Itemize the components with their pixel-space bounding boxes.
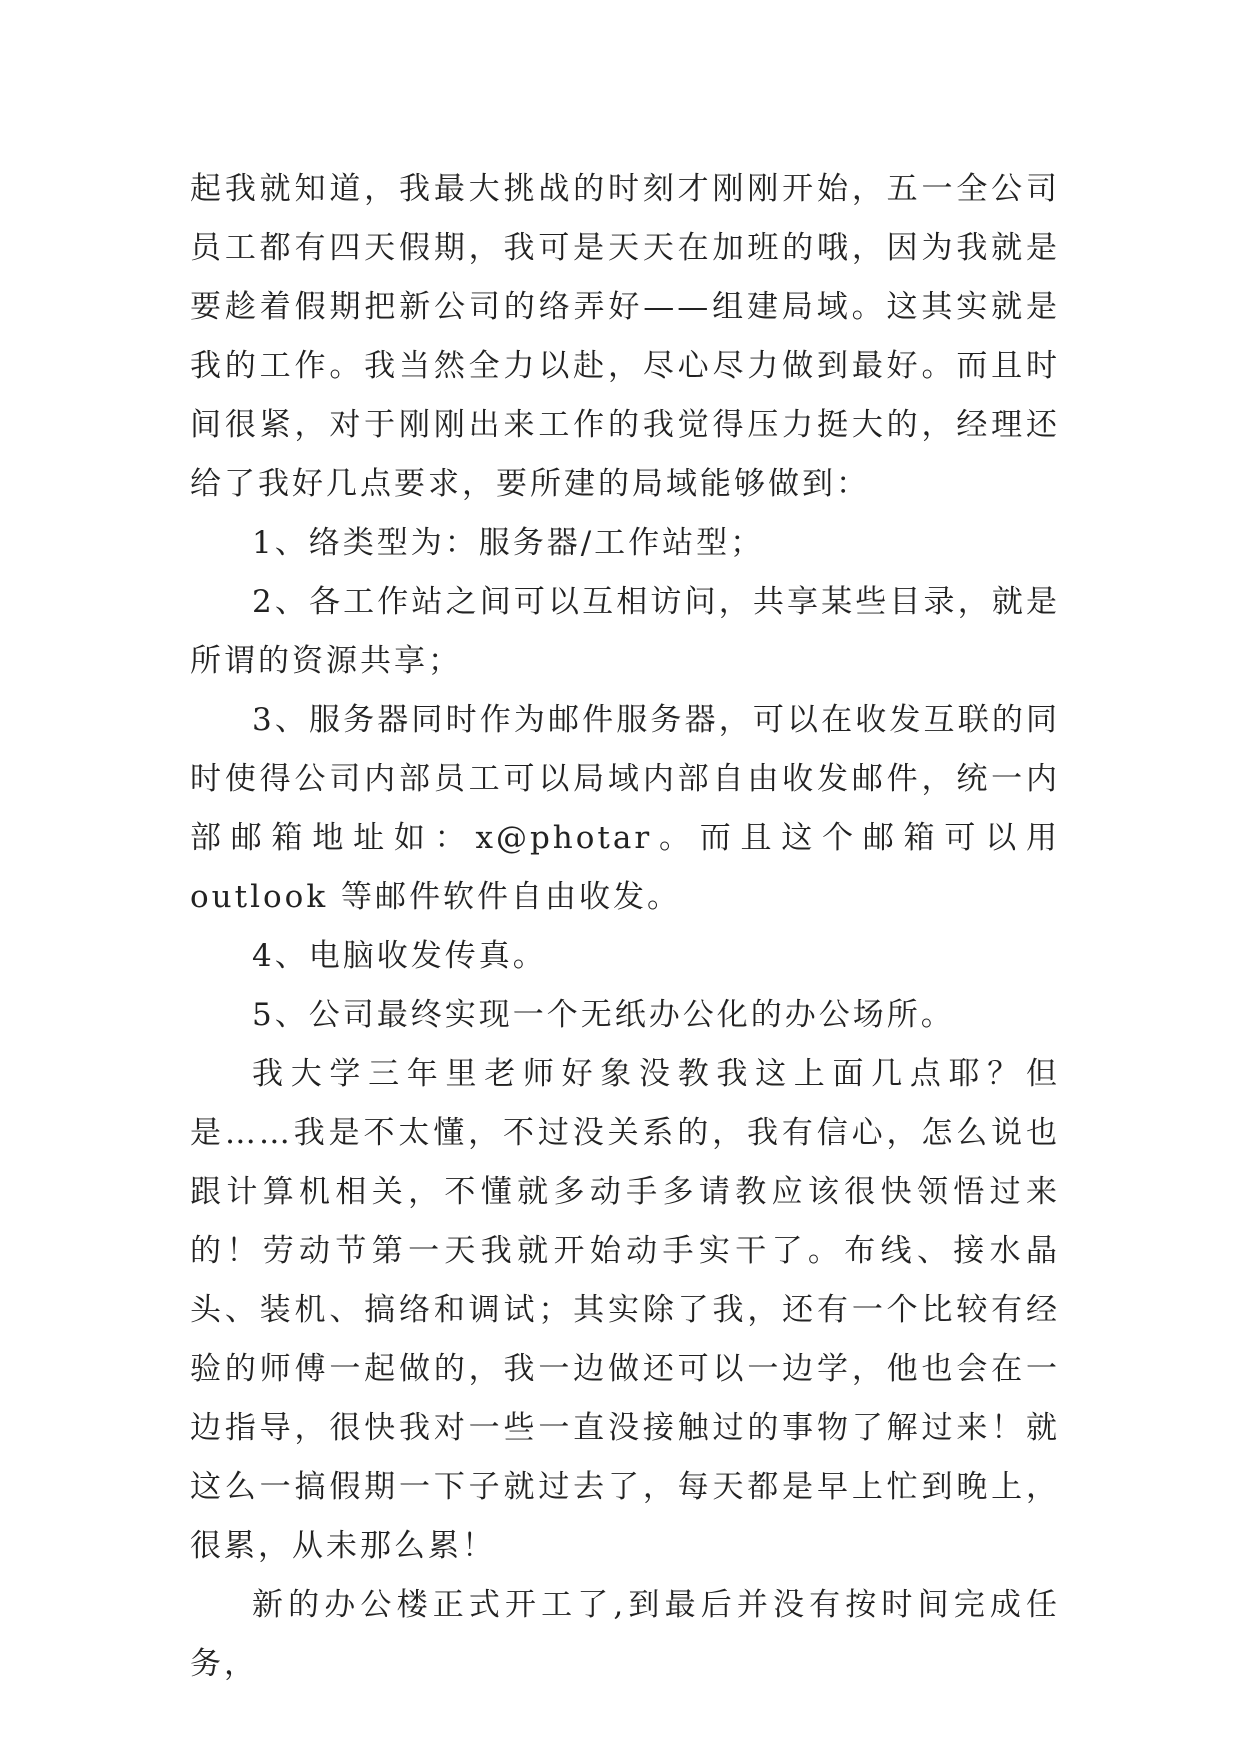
list-item-5: 5、公司最终实现一个无纸办公化的办公场所。 <box>252 997 955 1033</box>
document-body <box>190 160 1060 1694</box>
paragraph: 我大学三年里老师好象没教我这上面几点耶？但是……我是不太懂，不过没关系的，我有信心，怎么说也跟计算机相关，不懂就多动手多请教应该很快领悟过来的！劳动节第一天我就开始动手实干了。布线、接水晶头、装机、搞络和调试；其实除了我，还有一个比较有经验的师傅一起做的，我一边做还可以一边学，他也会在一边指导，很快我对一些一直没接触过的事物了解过来！就这么一搞假期一下子就过去了，每天都是早上忙到晚上，很累，从未那么累！ <box>190 1056 1060 1564</box>
paragraph-continuation: 起我就知道，我最大挑战的时刻才刚刚开始，五一全公司员工都有四天假期，我可是天天在加班的哦，因为我就是要趁着假期把新公司的络弄好——组建局域。这其实就是我的工作。我当然全力以赴，尽心尽力做到最好。而且时间很紧，对于刚刚出来工作的我觉得压力挺大的，经理还给了我好几点要求，要所建的局域能够做到： <box>190 171 1060 502</box>
list-item-2: 2、各工作站之间可以互相访问，共享某些目录，就是所谓的资源共享； <box>190 584 1060 679</box>
list-item-3: 3、服务器同时作为邮件服务器，可以在收发互联的同时使得公司内部员工可以局域内部自由收发邮件，统一内部邮箱地址如：x@photar。而且这个邮箱可以用 outlook 等邮件软件自由收发。 <box>190 702 1060 915</box>
list-item-4: 4、电脑收发传真。 <box>252 938 547 974</box>
list-item-1: 1、络类型为：服务器/工作站型； <box>252 525 765 561</box>
paragraph: 新的办公楼正式开工了,到最后并没有按时间完成任务， <box>190 1587 1060 1682</box>
